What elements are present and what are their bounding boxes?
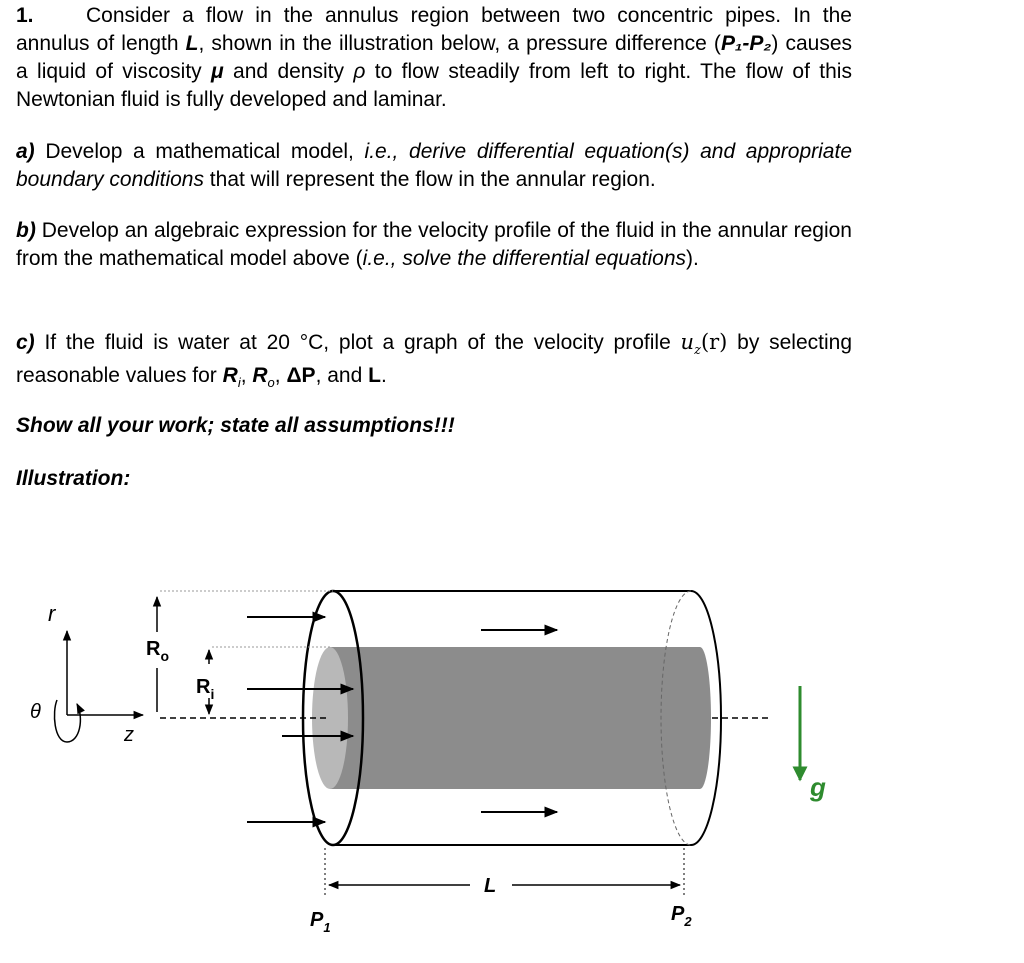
z-axis-label: z: [124, 724, 134, 746]
part-b: b) Develop an algebraic expression for the velocity profile of the fluid in the annular region from the mathematical model above (i.e., solve the differential equations).: [16, 219, 852, 270]
p1-label: $P_1$: [310, 909, 331, 935]
inner-pipe: [330, 647, 700, 789]
velocity-symbol: $u_z(r)$: [680, 330, 728, 359]
annulus-illustration: [0, 500, 1024, 960]
length-label: L: [484, 875, 497, 897]
gravity-label: g: [810, 772, 826, 802]
theta-label: θ: [30, 701, 41, 723]
ro-label: $R_o$: [146, 638, 170, 664]
part-b-label: b): [16, 219, 36, 242]
part-c-label: c): [16, 331, 35, 354]
r-axis-label: r: [48, 601, 56, 626]
inner-pipe-far-end: [689, 647, 711, 789]
problem-intro: 1. Consider a flow in the annulus region between two concentric pipes. In the annulus of length L, shown in the illustration below, a pressure difference (P₁-P₂) causes a liquid of viscosity μ and density ρ to flow steadily from left to right. The flow of this Newtonian fluid is fully developed and laminar.: [16, 4, 853, 111]
part-a-label: a): [16, 140, 35, 163]
part-c: c) If the fluid is water at 20 °C, plot a graph of the velocity profile $u_z(r)$ by selecting reasonable values for $R_i$, $R_o$, ΔP, and L.: [16, 330, 852, 391]
instruction: Show all your work; state all assumptions!!!: [16, 414, 455, 437]
ri-label: $R_i$: [196, 676, 215, 702]
problem-number: 1.: [16, 4, 34, 27]
illustration-heading: Illustration:: [16, 467, 131, 490]
part-a: a) Develop a mathematical model, i.e., derive differential equation(s) and appropriate boundary conditions that will represent the flow in the annular region.: [16, 140, 853, 191]
p2-label: $P_2$: [671, 903, 692, 929]
